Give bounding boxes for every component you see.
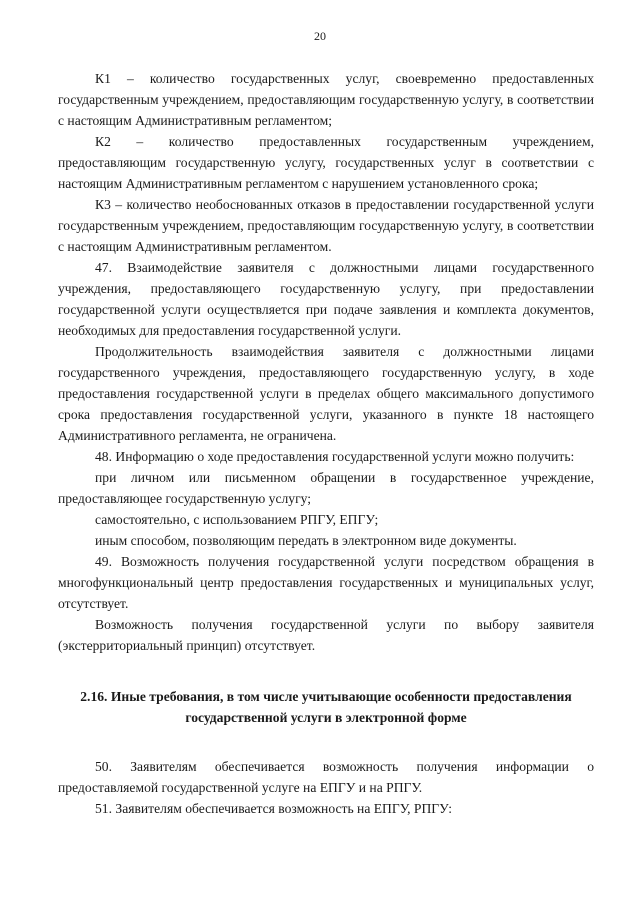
document-body — [58, 68, 594, 819]
paragraph-49: 49. Возможность получения государственной услуги посредством обращения в многофункциональный центр предоставления государственных и муниципальных услуг, отсутствует. — [58, 554, 594, 611]
paragraph-k3: К3 – количество необоснованных отказов в предоставлении государственной услуги государственным учреждением, предоставляющим государственную услугу, в соответствии с настоящим Административным регламентом. — [58, 197, 594, 254]
list-item-portal: самостоятельно, с использованием РПГУ, ЕПГУ; — [95, 512, 379, 527]
page-number: 20 — [314, 29, 326, 43]
paragraph-k2: К2 – количество предоставленных государственным учреждением, предоставляющим государственную услугу, государственных услуг в соответствии с настоящим Административным регламентом с нарушением установленного срока; — [58, 134, 594, 191]
paragraph-51: 51. Заявителям обеспечивается возможность на ЕПГУ, РПГУ: — [95, 801, 453, 816]
paragraph-duration: Продолжительность взаимодействия заявителя с должностными лицами государственного учреждения, предоставляющего государственную услугу, в ходе предоставления государственной услуги в пределах общего максимального допустимого срока предоставления государственной услуги, указанного в пункте 18 настоящего Административного регламента, не ограничена. — [58, 344, 594, 443]
list-item-personal: при личном или письменном обращении в государственное учреждение, предоставляющее государственную услугу; — [58, 470, 594, 506]
list-item-other: иным способом, позволяющим передать в электронном виде документы. — [95, 533, 517, 548]
paragraph-k1: К1 – количество государственных услуг, своевременно предоставленных государственным учреждением, предоставляющим государственную услугу, в соответствии с настоящим Административным регламентом; — [58, 71, 594, 128]
section-heading: 2.16. Иные требования, в том числе учитывающие особенности предоставления государственной услуги в электронной форме — [80, 689, 572, 725]
paragraph-48: 48. Информацию о ходе предоставления государственной услуги можно получить: — [95, 449, 575, 464]
paragraph-extraterritorial: Возможность получения государственной услуги по выбору заявителя (экстерриториальный принцип) отсутствует. — [58, 617, 594, 653]
paragraph-50: 50. Заявителям обеспечивается возможность получения информации о предоставляемой государственной услуге на ЕПГУ и на РПГУ. — [58, 759, 594, 795]
paragraph-47: 47. Взаимодействие заявителя с должностными лицами государственного учреждения, предоставляющего государственную услугу, при предоставлении государственной услуги осуществляется при подаче заявления и комплекта документов, необходимых для предоставления государственной услуги. — [58, 260, 594, 338]
